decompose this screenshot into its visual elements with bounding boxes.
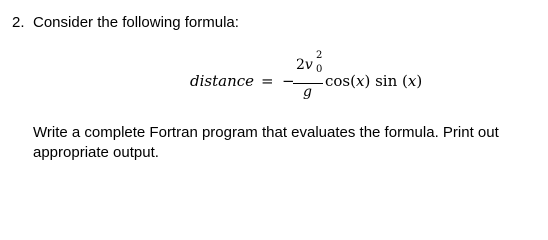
question-prompt: Consider the following formula: [33,14,239,31]
sin-close-paren: ) [416,72,423,90]
sin-function: sin ( [370,72,408,90]
sin-argument: x [407,72,417,90]
formula-fraction [293,50,323,114]
numerator-coefficient: 2 [296,57,305,73]
numerator-exponent: 2 [316,50,323,61]
instructions-line-2: appropriate output. [33,144,159,161]
question-number: 2. [12,14,25,31]
fraction-denominator: g [303,84,312,100]
question-instructions [33,123,538,163]
cos-function: cos( [325,72,356,90]
cos-argument: x [355,72,365,90]
cos-close-paren: ) [364,72,371,90]
formula-minus-sign: − [282,72,295,90]
formula-equals-sign: = [261,72,274,90]
numerator-variable: v [304,57,313,73]
instructions-line-1: Write a complete Fortran program that evaluates the formula. Print out [33,124,499,141]
fraction-numerator [296,50,323,75]
numerator-subscript: 0 [316,64,323,75]
formula-trig-terms [325,72,422,90]
formula-variable: distance [190,72,255,90]
